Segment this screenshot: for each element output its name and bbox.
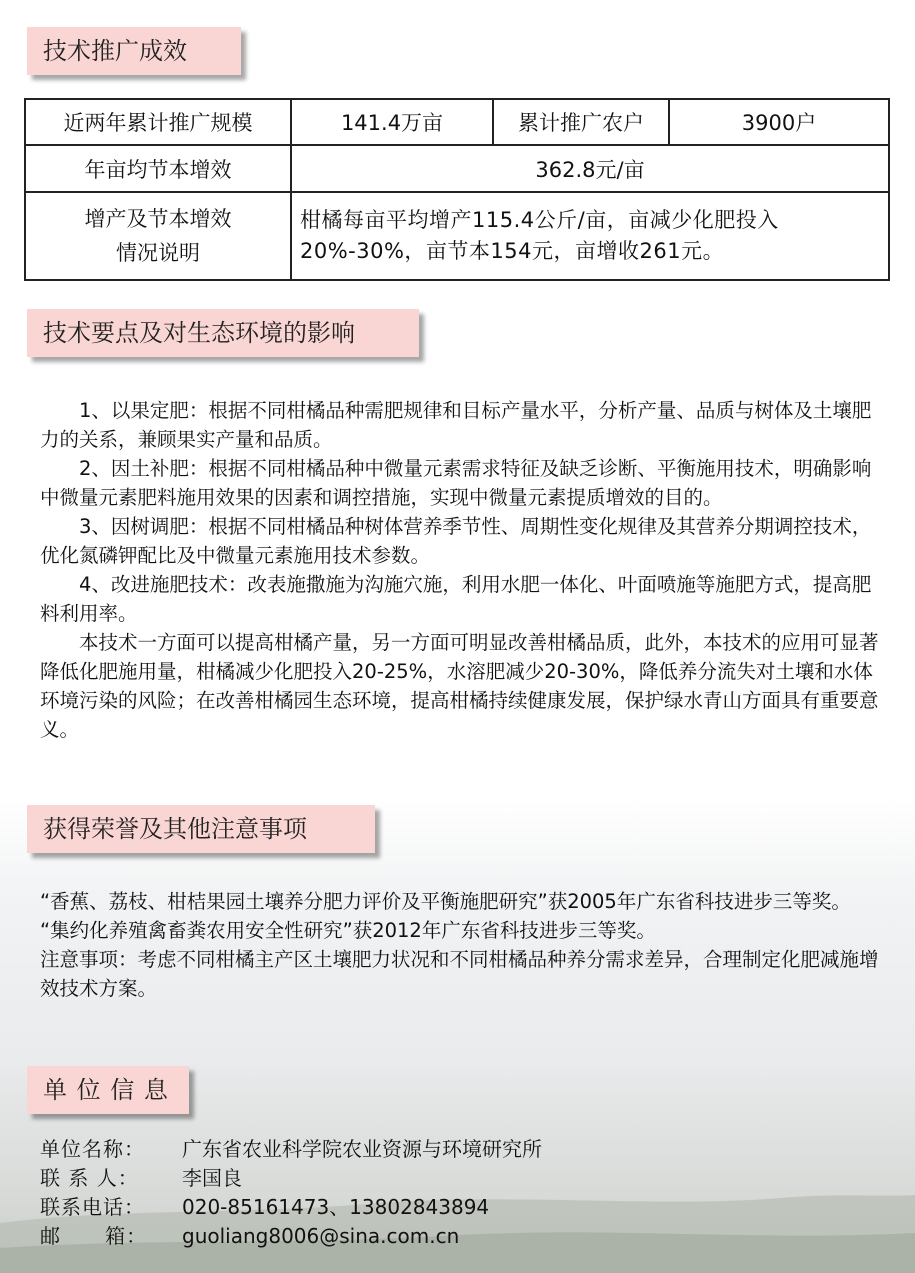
- honor-2: “集约化养殖禽畜粪农用安全性研究”获2012年广东省科技进步三等奖。: [40, 919, 656, 942]
- description-label-line1: 增产及节本增效: [84, 207, 232, 231]
- unit-contact-value: 李国良: [182, 1166, 242, 1190]
- section-title-promotion: 技术推广成效: [27, 27, 241, 75]
- notes: 注意事项：考虑不同柑橘主产区土壤肥力状况和不同柑橘品种养分需求差异，合理制定化肥减施增效技术方案。: [40, 948, 879, 1000]
- key-point-4: 4、改进施肥技术：改表施撒施为沟施穴施，利用水肥一体化、叶面喷施等施肥方式，提高肥料利用率。: [40, 573, 872, 625]
- honor-1: “香蕉、荔枝、柑桔果园土壤养分肥力评价及平衡施肥研究”获2005年广东省科技进步三等奖。: [40, 890, 851, 913]
- section-title-honors: 获得荣誉及其他注意事项: [27, 805, 375, 853]
- farmers-value: 3900户: [669, 99, 889, 145]
- unit-name-value: 广东省农业科学院农业资源与环境研究所: [182, 1137, 542, 1161]
- table-row: [25, 145, 889, 192]
- unit-contact-row: [40, 1164, 880, 1193]
- promotion-table: [24, 98, 890, 281]
- scale-value: 141.4万亩: [291, 99, 493, 145]
- table-row: [25, 192, 889, 280]
- table-row: [25, 99, 889, 145]
- unit-name-row: [40, 1135, 880, 1164]
- scale-label: 近两年累计推广规模: [25, 99, 291, 145]
- description-label-line2: 情况说明: [116, 241, 200, 265]
- unit-phone-row: [40, 1193, 880, 1222]
- key-point-1: 1、以果定肥：根据不同柑橘品种需肥规律和目标产量水平，分析产量、品质与树体及土壤肥力的关系，兼顾果实产量和品质。: [40, 399, 872, 451]
- unit-phone-value: 020-85161473、13802843894: [182, 1195, 490, 1219]
- unit-contact-label: 联 系 人：: [40, 1166, 139, 1190]
- unit-email-value[interactable]: guoliang8006@sina.com.cn: [182, 1224, 460, 1248]
- key-point-2: 2、因土补肥：根据不同柑橘品种中微量元素需求特征及缺乏诊断、平衡施用技术，明确影响中微量元素肥料施用效果的因素和调控措施，实现中微量元素提质增效的目的。: [40, 457, 872, 509]
- honors-text: [40, 887, 880, 1003]
- key-points-text: [40, 396, 885, 744]
- benefit-value: 362.8元/亩: [291, 145, 889, 192]
- section-title-key-points: 技术要点及对生态环境的影响: [27, 309, 419, 357]
- unit-name-label: 单位名称：: [40, 1137, 145, 1161]
- benefit-label: 年亩均节本增效: [25, 145, 291, 192]
- unit-email-label: 邮 箱：: [40, 1224, 148, 1248]
- key-point-3: 3、因树调肥：根据不同柑橘品种树体营养季节性、周期性变化规律及其营养分期调控技术，优化氮磷钾配比及中微量元素施用技术参数。: [40, 515, 872, 567]
- section-title-unit: 单 位 信 息: [27, 1066, 189, 1114]
- key-point-summary: 本技术一方面可以提高柑橘产量，另一方面可明显改善柑橘品质，此外，本技术的应用可显著降低化肥施用量，柑橘减少化肥投入20-25%，水溶肥减少20-30%，降低养分流失对土壤和水体环境污染的风险；在改善柑橘园生态环境，提高柑橘持续健康发展，保护绿水青山方面具有重要意义。: [40, 631, 879, 741]
- description-label: [25, 192, 291, 280]
- unit-email-row: [40, 1222, 880, 1251]
- unit-phone-label: 联系电话：: [40, 1195, 145, 1219]
- description-value: 柑橘每亩平均增产115.4公斤/亩，亩减少化肥投入20%-30%，亩节本154元，亩增收261元。: [291, 192, 889, 280]
- farmers-label: 累计推广农户: [493, 99, 669, 145]
- unit-info: [40, 1135, 880, 1251]
